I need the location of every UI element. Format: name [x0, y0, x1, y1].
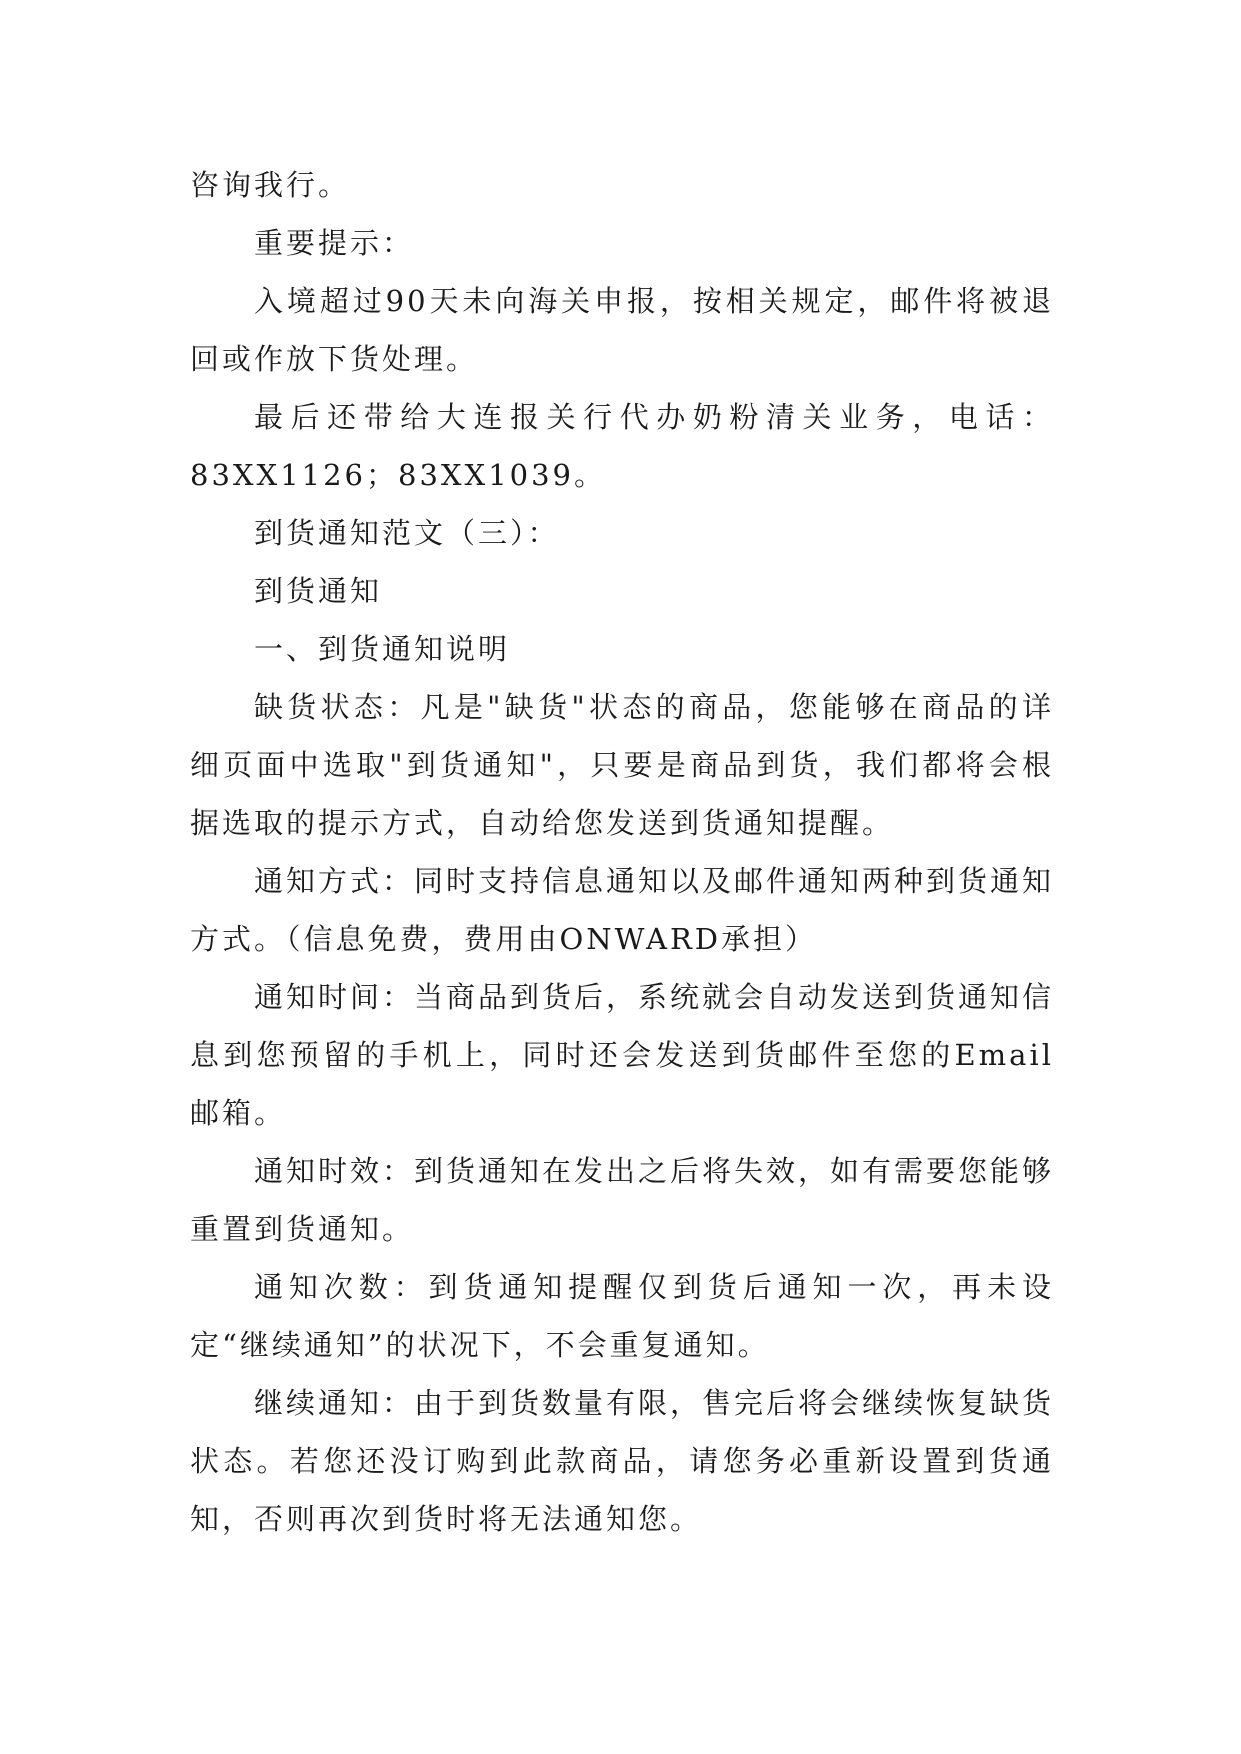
- paragraph-important-notice-heading: 重要提示：: [254, 226, 415, 260]
- section-title-arrival-notice: 到货通知: [254, 574, 383, 608]
- paragraph-out-of-stock: 缺货状态：凡是"缺货"状态的商品，您能够在商品的详细页面中选取"到货通知"，只要是商品到货，我们都将会根据选取的提示方式，自动给您发送到货通知提醒。: [190, 690, 1054, 840]
- paragraph-notify-validity: 通知时效：到货通知在发出之后将失效，如有需要您能够重置到货通知。: [190, 1154, 1055, 1246]
- document-body: [190, 156, 1054, 1548]
- paragraph-notify-method: 通知方式：同时支持信息通知以及邮件通知两种到货通知方式。（信息免费，费用由ONWARD承担）: [190, 864, 1055, 956]
- paragraph-customs-broker-contact: 最后还带给大连报关行代办奶粉清关业务，电话：83XX1126；83XX1039。: [190, 400, 1054, 492]
- paragraph-notify-time: 通知时间：当商品到货后，系统就会自动发送到货通知信息到您预留的手机上，同时还会发送到货邮件至您的Email邮箱。: [190, 980, 1055, 1130]
- section-heading-sample-three: 到货通知范文（三）：: [254, 516, 560, 550]
- paragraph-continuation: 咨询我行。: [190, 168, 351, 202]
- paragraph-customs-declaration: 入境超过90天未向海关申报，按相关规定，邮件将被退回或作放下货处理。: [190, 284, 1054, 376]
- paragraph-continue-notify: 继续通知：由于到货数量有限，售完后将会继续恢复缺货状态。若您还没订购到此款商品，请您务必重新设置到货通知，否则再次到货时将无法通知您。: [190, 1386, 1055, 1536]
- paragraph-notify-count: 通知次数：到货通知提醒仅到货后通知一次，再未设定“继续通知”的状况下，不会重复通知。: [190, 1270, 1054, 1362]
- subsection-heading-explanation: 一、到货通知说明: [254, 632, 511, 666]
